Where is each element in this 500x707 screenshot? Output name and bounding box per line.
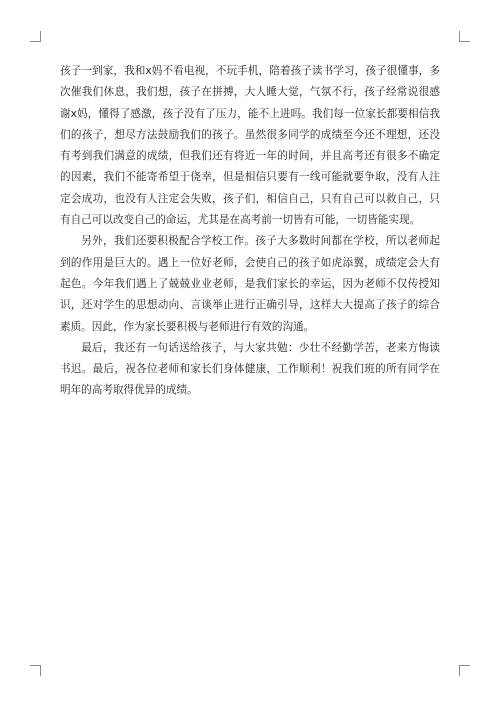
crop-mark-top-right [459, 31, 470, 42]
crop-mark-bottom-left [30, 665, 41, 676]
paragraph-3: 最后，我还有一句话送给孩子，与大家共勉：少壮不经勤学苦，老来方悔读书迟。最后，祝各位老师和家长们身体健康，工作顺利！祝我们班的所有同学在明年的高考取得优异的成绩。 [60, 341, 440, 397]
crop-mark-bottom-right [459, 665, 470, 676]
crop-mark-top-left [30, 31, 41, 42]
document-body [60, 61, 440, 402]
paragraph-1: 孩子一到家，我和x妈不看电视，不玩手机，陪着孩子读书学习，孩子很懂事，多次催我们休息，我们想，孩子在拼搏，大人睡大觉，气氛不行，孩子经常说很感谢x妈，懂得了感激，孩子没有了压力，能不上进吗。我们每一位家长都要相信我们的孩子，想尽方法鼓励我们的孩子。虽然很多同学的成绩至今还不理想，还没有考到我们满意的成绩，但我们还有将近一年的时间，并且高考还有很多不确定的因素，我们不能寄希望于侥幸，但是相信只要有一线可能就要争取，没有人注定会成功，也没有人注定会失败，孩子们，相信自己，只有自己可以救自己，只有自己可以改变自己的命运，尤其是在高考前一切皆有可能，一切皆能实现。 [60, 65, 440, 227]
paragraph-2: 另外，我们还要积极配合学校工作。孩子大多数时间都在学校，所以老师起到的作用是巨大的。遇上一位好老师，会使自己的孩子如虎添翼，成绩定会大有起色。今年我们遇上了兢兢业业老师，是我们家长的幸运，因为老师不仅传授知识，还对学生的思想动向、言谈举止进行正确引导，这样大大提高了孩子的综合素质。因此，作为家长要积极与老师进行有效的沟通。 [60, 235, 440, 333]
